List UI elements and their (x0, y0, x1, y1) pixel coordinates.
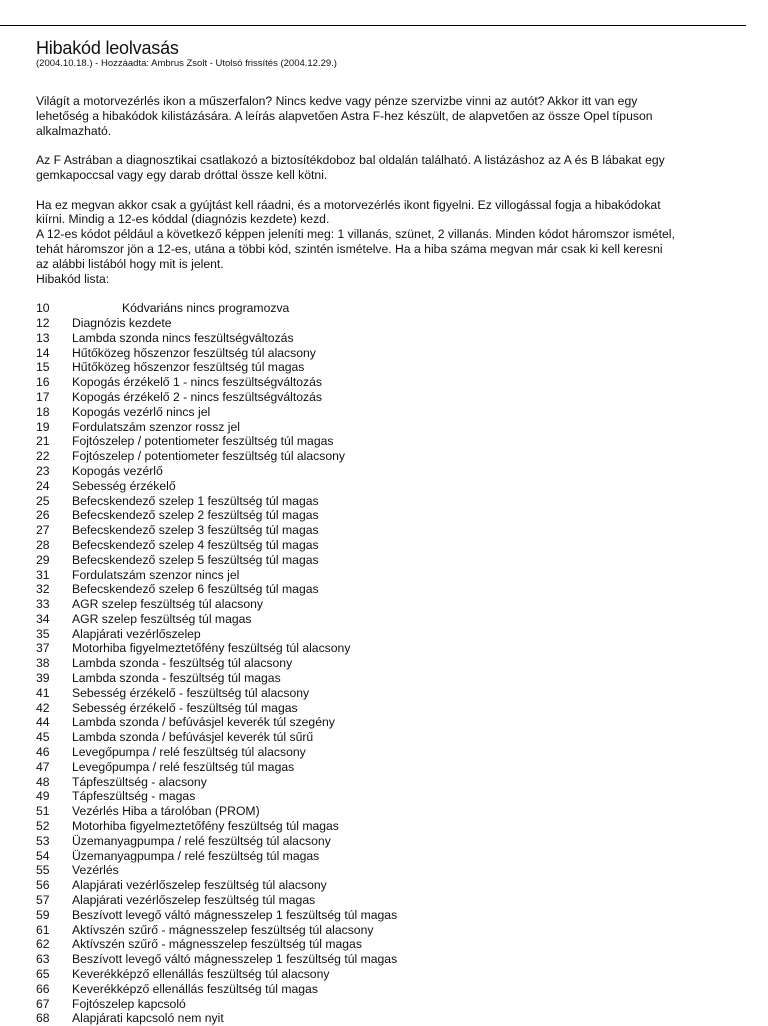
error-description: Lambda szonda / befúvásjel keverék túl sűrű (72, 730, 314, 745)
list-item (36, 952, 736, 967)
error-description: Befecskendező szelep 3 feszültség túl magas (72, 523, 319, 538)
text-line: Világít a motorvezérlés ikon a műszerfalon? Nincs kedve vagy pénze szervizbe vinni az autót? Akkor itt van egy (36, 94, 638, 108)
error-description: Befecskendező szelep 1 feszültség túl magas (72, 493, 319, 508)
list-item (36, 730, 736, 745)
error-description: Lambda szonda - feszültség túl magas (72, 671, 281, 686)
error-description: Lambda szonda nincs feszültségváltozás (72, 330, 294, 345)
error-description: Aktívszén szűrő - mágnesszelep feszültség túl magas (72, 937, 362, 952)
error-code: 14 (36, 345, 50, 360)
error-code: 18 (36, 404, 50, 419)
error-code: 55 (36, 863, 50, 878)
error-code: 37 (36, 641, 50, 656)
list-item (36, 301, 736, 316)
list-heading: Hibakód lista: (36, 271, 110, 286)
error-description: Kopogás érzékelő 2 - nincs feszültségváltozás (72, 389, 322, 404)
list-item (36, 701, 736, 716)
error-description: Kódvariáns nincs programozva (122, 301, 290, 316)
error-code: 62 (36, 937, 50, 952)
list-item (36, 582, 736, 597)
text-line: Ha ez megvan akkor csak a gyújtást kell ráadni, és a motorvezérlés ikont figyelni. Ez villogással fogja a hibakódokat (36, 197, 661, 212)
list-item (36, 331, 736, 346)
list-item (36, 316, 736, 331)
error-description: Fojtószelep / potentiometer feszültség túl magas (72, 434, 334, 449)
list-item (36, 346, 736, 361)
error-code: 39 (36, 671, 50, 686)
list-item (36, 553, 736, 568)
list-item (36, 656, 736, 671)
error-code: 32 (36, 582, 50, 597)
list-item (36, 479, 736, 494)
error-code: 16 (36, 375, 50, 390)
error-code: 29 (36, 552, 50, 567)
error-description: Befecskendező szelep 5 feszültség túl magas (72, 552, 319, 567)
text-line: kiírni. Mindig a 12-es kóddal (diagnózis kezdete) kezd. (36, 212, 330, 227)
list-item (36, 375, 736, 390)
list-item (36, 893, 736, 908)
error-code: 67 (36, 996, 50, 1011)
connector-paragraph (36, 153, 736, 183)
error-description: Lambda szonda / befúvásjel keverék túl szegény (72, 715, 335, 730)
error-code: 63 (36, 952, 50, 967)
error-code: 54 (36, 848, 50, 863)
page-title: Hibakód leolvasás (36, 38, 179, 58)
error-code: 25 (36, 493, 50, 508)
error-description: Fordulatszám szenzor nincs jel (72, 567, 240, 582)
list-item (36, 775, 736, 790)
error-code: 17 (36, 389, 50, 404)
list-item (36, 863, 736, 878)
text-line: gemkapoccsal vagy egy darab dróttal össze kell kötni. (36, 167, 328, 182)
list-item (36, 627, 736, 642)
error-description: Hűtőközeg hőszenzor feszültség túl alacsony (72, 345, 316, 360)
error-description: Hűtőközeg hőszenzor feszültség túl magas (72, 360, 305, 375)
error-description: Alapjárati kapcsoló nem nyit (72, 1011, 224, 1026)
error-description: Beszívott levegő váltó mágnesszelep 1 feszültség túl magas (72, 907, 398, 922)
error-description: Keverékképző ellenállás feszültség túl magas (72, 981, 318, 996)
error-description: Üzemanyagpumpa / relé feszültség túl magas (72, 848, 320, 863)
error-code: 53 (36, 833, 50, 848)
intro-paragraph (36, 94, 736, 138)
error-code: 15 (36, 360, 50, 375)
list-item (36, 997, 736, 1012)
text-line: az alábbi listából hogy mit is jelent. (36, 256, 224, 271)
list-item (36, 745, 736, 760)
error-description: Beszívott levegő váltó mágnesszelep 1 feszültség túl magas (72, 952, 398, 967)
error-description: Keverékképző ellenállás feszültség túl alacsony (72, 967, 330, 982)
error-description: Lambda szonda - feszültség túl alacsony (72, 656, 293, 671)
list-item (36, 878, 736, 893)
error-code: 12 (36, 315, 50, 330)
list-item (36, 923, 736, 938)
error-code: 65 (36, 967, 50, 982)
error-description: Motorhiba figyelmeztetőfény feszültség túl magas (72, 819, 339, 834)
error-description: Sebesség érzékelő - feszültség túl alacsony (72, 685, 310, 700)
error-code: 10 (36, 301, 50, 316)
error-code: 49 (36, 789, 50, 804)
list-item (36, 494, 736, 509)
error-description: Kopogás vezérlő nincs jel (72, 404, 211, 419)
procedure-paragraph (36, 198, 736, 287)
list-item (36, 686, 736, 701)
error-description: Befecskendező szelep 2 feszültség túl magas (72, 508, 319, 523)
list-item (36, 908, 736, 923)
error-code: 31 (36, 567, 50, 582)
list-item (36, 464, 736, 479)
list-item (36, 671, 736, 686)
list-item (36, 508, 736, 523)
error-code: 26 (36, 508, 50, 523)
error-description: Vezérlés (72, 863, 119, 878)
list-item (36, 819, 736, 834)
error-code: 34 (36, 611, 50, 626)
error-description: Diagnózis kezdete (72, 315, 172, 330)
error-code-list (36, 301, 736, 1026)
text-line: lehetőség a hibakódok kilistázására. A leírás alapvetően Astra F-hez készült, de alapvetően az össze Opel típuson (36, 108, 653, 123)
error-description: Befecskendező szelep 4 feszültség túl magas (72, 537, 319, 552)
list-item (36, 390, 736, 405)
error-description: Alapjárati vezérlőszelep (72, 626, 201, 641)
error-description: Levegőpumpa / relé feszültség túl magas (72, 759, 295, 774)
error-description: Tápfeszültség - alacsony (72, 774, 207, 789)
error-code: 38 (36, 656, 50, 671)
error-code: 28 (36, 537, 50, 552)
list-item (36, 789, 736, 804)
error-code: 61 (36, 922, 50, 937)
error-code: 42 (36, 700, 50, 715)
error-code: 47 (36, 759, 50, 774)
error-code: 19 (36, 419, 50, 434)
error-description: AGR szelep feszültség túl magas (72, 611, 252, 626)
error-code: 27 (36, 523, 50, 538)
error-code: 51 (36, 804, 50, 819)
error-code: 21 (36, 434, 50, 449)
text-line: tehát háromszor jön a 12-es, utána a többi kód, szintén ismételve. Ha a hiba száma megvan már csak ki kell keresni (36, 241, 663, 256)
error-description: Sebesség érzékelő (72, 478, 176, 493)
error-code: 41 (36, 685, 50, 700)
error-code: 44 (36, 715, 50, 730)
error-code: 48 (36, 774, 50, 789)
list-item (36, 937, 736, 952)
error-description: Motorhiba figyelmeztetőfény feszültség túl alacsony (72, 641, 351, 656)
error-code: 57 (36, 893, 50, 908)
list-item (36, 612, 736, 627)
error-code: 66 (36, 981, 50, 996)
error-code: 13 (36, 330, 50, 345)
list-item (36, 538, 736, 553)
error-description: AGR szelep feszültség túl alacsony (72, 597, 264, 612)
list-item (36, 360, 736, 375)
list-item (36, 715, 736, 730)
list-item (36, 641, 736, 656)
error-description: Alapjárati vezérlőszelep feszültség túl alacsony (72, 878, 327, 893)
error-description: Alapjárati vezérlőszelep feszültség túl magas (72, 893, 316, 908)
error-description: Fordulatszám szenzor rossz jel (72, 419, 240, 434)
list-item (36, 597, 736, 612)
text-line: A 12-es kódot például a következő képpen jeleníti meg: 1 villanás, szünet, 2 villanás. Minden kódot háromszor ismétel, (36, 227, 675, 242)
error-description: Sebesség érzékelő - feszültség túl magas (72, 700, 298, 715)
error-description: Üzemanyagpumpa / relé feszültség túl alacsony (72, 833, 331, 848)
error-code: 23 (36, 463, 50, 478)
list-item (36, 834, 736, 849)
list-item (36, 449, 736, 464)
error-code: 59 (36, 907, 50, 922)
error-description: Aktívszén szűrő - mágnesszelep feszültség túl alacsony (72, 922, 374, 937)
error-code: 68 (36, 1011, 50, 1026)
error-description: Levegőpumpa / relé feszültség túl alacsony (72, 745, 306, 760)
error-code: 45 (36, 730, 50, 745)
top-rule (0, 25, 746, 26)
error-description: Fojtószelep / potentiometer feszültség túl alacsony (72, 449, 346, 464)
list-item (36, 982, 736, 997)
error-description: Kopogás érzékelő 1 - nincs feszültségváltozás (72, 375, 322, 390)
error-description: Vezérlés Hiba a tárolóban (PROM) (72, 804, 260, 819)
error-code: 22 (36, 449, 50, 464)
list-item (36, 523, 736, 538)
list-item (36, 967, 736, 982)
error-description: Tápfeszültség - magas (72, 789, 196, 804)
list-item (36, 568, 736, 583)
error-code: 52 (36, 819, 50, 834)
error-description: Fojtószelep kapcsoló (72, 996, 186, 1011)
list-item (36, 849, 736, 864)
list-item (36, 804, 736, 819)
text-line: Az F Astrában a diagnosztikai csatlakozó a biztosítékdoboz bal oldalán található. A listázáshoz az A és B lábakat egy (36, 153, 665, 168)
document-body (36, 38, 736, 1026)
list-item (36, 760, 736, 775)
list-item (36, 405, 736, 420)
article-meta: (2004.10.18.) - Hozzáadta: Ambrus Zsolt - Utolsó frissítés (2004.12.29.) (36, 58, 337, 69)
list-item (36, 420, 736, 435)
error-description: Befecskendező szelep 6 feszültség túl magas (72, 582, 319, 597)
text-line: alkalmazható. (36, 123, 112, 138)
error-code: 46 (36, 745, 50, 760)
error-code: 56 (36, 878, 50, 893)
error-description: Kopogás vezérlő (72, 463, 163, 478)
error-code: 33 (36, 597, 50, 612)
list-item (36, 434, 736, 449)
error-code: 35 (36, 626, 50, 641)
error-code: 24 (36, 478, 50, 493)
